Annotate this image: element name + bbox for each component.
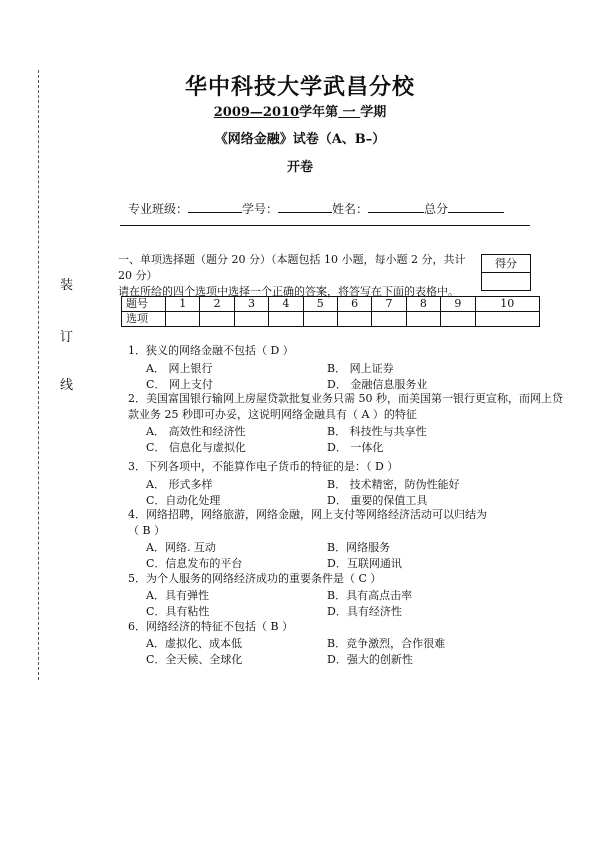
term-years: 2009—2010: [213, 105, 300, 120]
question-5-option-a: A．具有弹性: [146, 589, 209, 602]
question-4-line-1: 4．网络招聘，网络旅游，网络金融，网上支付等网络经济活动可以归结为: [128, 508, 487, 521]
term-num: 一: [342, 105, 356, 120]
question-1-option-d: D． 金融信息服务业: [327, 378, 428, 391]
question-number: 9: [441, 297, 475, 312]
question-number-label: 题号: [122, 297, 166, 312]
question-number: 4: [269, 297, 303, 312]
question-4-option-c: C．信息发布的平台: [146, 557, 243, 570]
question-3-option-b: B． 技术精密，防伪性能好: [327, 478, 460, 491]
id-label: 学号：: [242, 202, 279, 216]
answer-table-header-row: [122, 297, 540, 312]
answer-cell[interactable]: [475, 312, 539, 327]
question-2-option-a: A． 高效性和经济性: [146, 425, 246, 438]
question-4-option-d: D．互联网通讯: [327, 557, 402, 570]
question-number: 6: [337, 297, 371, 312]
answer-cell[interactable]: [337, 312, 371, 327]
question-number: 3: [234, 297, 268, 312]
question-2-line-2: 款业务 25 秒即可办妥，这说明网络金融具有（ A ）的特征: [128, 408, 417, 421]
question-number: 5: [303, 297, 337, 312]
score-box-label: 得分: [495, 257, 517, 270]
question-3-option-d: D． 重要的保值工具: [327, 494, 428, 507]
score-box-value[interactable]: [482, 272, 530, 290]
section-instruction: 请在所给的四个选项中选择一个正确的答案，将答写在下面的表格中。: [118, 285, 459, 298]
term-end: 学期: [360, 105, 387, 120]
question-3-option-a: A． 形式多样: [146, 478, 213, 491]
answer-cell[interactable]: [303, 312, 337, 327]
score-label: 总分: [424, 202, 449, 216]
question-5-option-c: C．具有粘性: [146, 605, 210, 618]
question-2-option-b: B． 科技性与共享性: [327, 425, 427, 438]
question-2-option-c: C． 信息化与虚拟化: [146, 441, 246, 454]
term-mid: 学年第: [299, 105, 339, 120]
question-5: 5．为个人服务的网络经济成功的重要条件是（ C ）: [128, 572, 382, 585]
question-1-option-c: C． 网上支付: [146, 378, 213, 391]
binding-char-zhuang: 装: [60, 278, 74, 293]
course-title: 《网络金融》试卷（A、B–）: [214, 132, 386, 147]
answer-cell[interactable]: [269, 312, 303, 327]
answer-cell[interactable]: [372, 312, 406, 327]
question-1: 1．狭义的网络金融不包括（ D ）: [128, 344, 294, 357]
question-number: 2: [200, 297, 234, 312]
question-6-option-d: D．强大的创新性: [327, 653, 413, 666]
question-number: 8: [406, 297, 440, 312]
binding-char-xian: 线: [60, 378, 74, 393]
answer-cell[interactable]: [200, 312, 234, 327]
exam-type: 开卷: [286, 160, 313, 175]
score-box: [481, 254, 531, 291]
answer-table: [121, 296, 540, 327]
question-5-option-d: D．具有经济性: [327, 605, 402, 618]
class-field[interactable]: [188, 201, 242, 213]
question-1-option-a: A． 网上银行: [146, 362, 213, 375]
answer-cell[interactable]: [166, 312, 200, 327]
id-field[interactable]: [278, 201, 332, 213]
question-3-option-c: C．自动化处理: [146, 494, 221, 507]
question-number: 1: [166, 297, 200, 312]
answer-table-answer-row: [122, 312, 540, 327]
question-3: 3．下列各项中，不能算作电子货币的特征的是：（ D ）: [128, 460, 399, 473]
binding-char-ding: 订: [60, 330, 74, 345]
score-field[interactable]: [448, 201, 504, 213]
question-5-option-b: B．具有高点击率: [327, 589, 413, 602]
name-field[interactable]: [368, 201, 424, 213]
question-4-line-2: （ B ）: [128, 524, 166, 537]
question-6-option-a: A．虚拟化、成本低: [146, 637, 242, 650]
answer-cell[interactable]: [406, 312, 440, 327]
question-1-option-b: B． 网上证券: [327, 362, 394, 375]
answer-cell[interactable]: [234, 312, 268, 327]
question-4-option-a: A．网络. 互动: [146, 541, 216, 554]
question-6-option-c: C．全天候、全球化: [146, 653, 243, 666]
section-title: 一、单项选择题（题分 20 分）（本题包括 10 小题，每小题 2 分，共计 20 分）: [118, 253, 466, 282]
answer-cell[interactable]: [441, 312, 475, 327]
school-title: 华中科技大学武昌分校: [184, 74, 415, 100]
question-number: 7: [372, 297, 406, 312]
question-4-option-b: B．网络服务: [327, 541, 391, 554]
header-divider: [120, 225, 530, 226]
question-6-option-b: B．竞争激烈，合作很难: [327, 637, 446, 650]
answer-row-label: 选项: [122, 312, 166, 327]
term-line: [0, 101, 600, 120]
question-6: 6．网络经济的特征不包括（ B ）: [128, 620, 294, 633]
student-info-line: [128, 200, 504, 217]
question-2-option-d: D． 一体化: [327, 441, 384, 454]
name-label: 姓名：: [332, 202, 369, 216]
question-2-line-1: 2．美国富国银行输网上房屋贷款批复业务只需 50 秒，而美国第一银行更宣称，而网上贷: [128, 392, 563, 405]
question-number: 10: [475, 297, 539, 312]
section-heading: [118, 252, 478, 300]
class-label: 专业班级：: [128, 202, 189, 216]
